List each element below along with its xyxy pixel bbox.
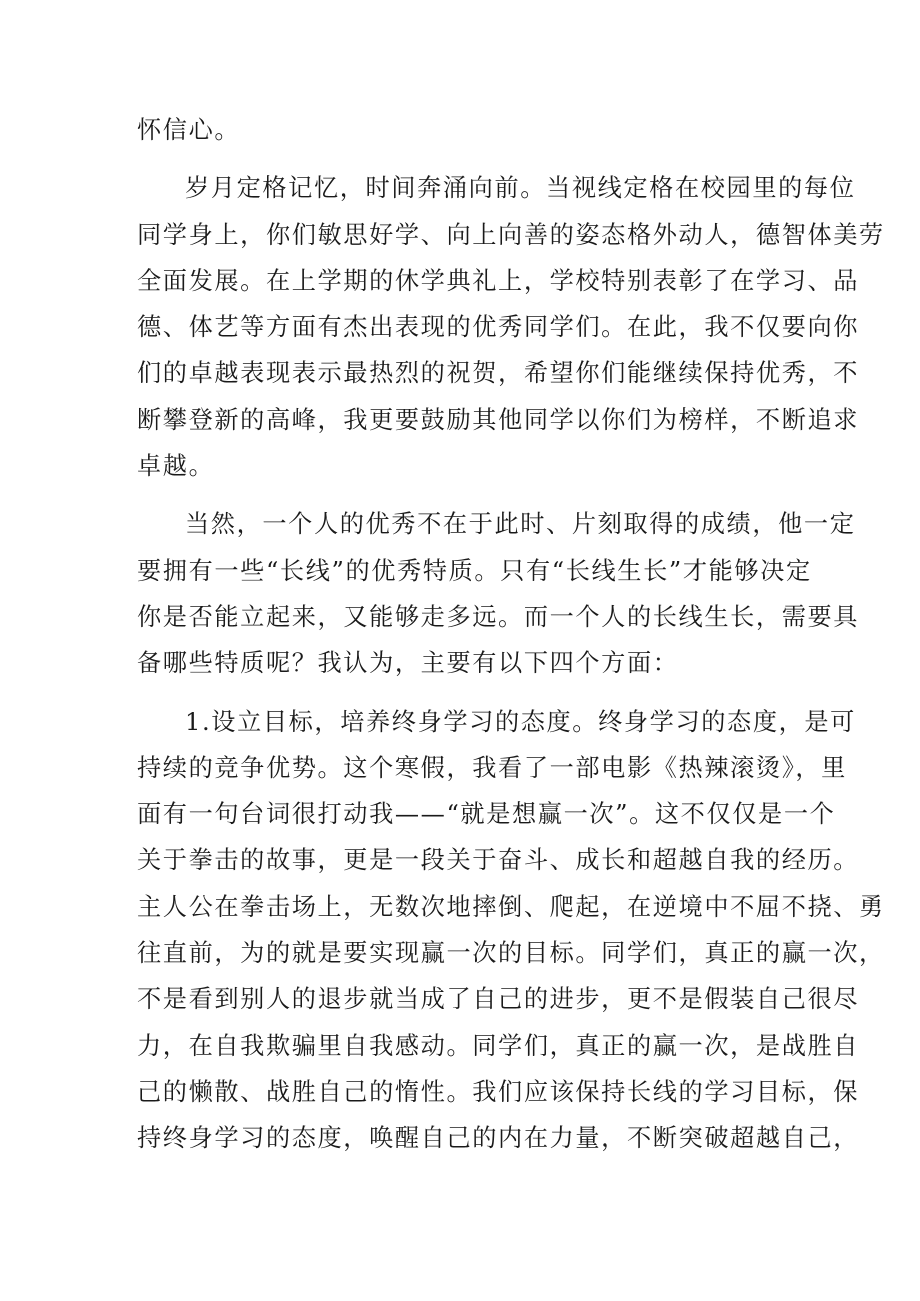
text-line: 德、体艺等方面有杰出表现的优秀同学们。在此，我不仅要向你 [137,313,860,342]
text-line: 1.设立目标，培养终身学习的态度。终身学习的态度，是可 [185,707,856,736]
text-line: 断攀登新的高峰，我更要鼓励其他同学以你们为榜样，不断追求 [137,405,860,434]
text-line: 们的卓越表现表示最热烈的祝贺，希望你们能继续保持优秀，不 [137,359,860,388]
paragraph-2 [137,165,885,489]
paragraph-3 [137,501,860,686]
text-line: 当然，一个人的优秀不在于此时、片刻取得的成绩，他一定 [185,510,856,539]
text-line: 往直前，为的就是要实现赢一次的目标。同学们，真正的赢一次， [137,939,885,968]
body-text [137,107,885,1162]
text-line: 持续的竞争优势。这个寒假，我看了一部电影《热辣滚烫》，里 [137,753,847,782]
text-line: 全面发展。在上学期的休学典礼上，学校特别表彰了在学习、品 [137,266,860,295]
paragraph-1 [137,107,788,153]
text-line: 面有一句台词很打动我——“就是想赢一次”。这不仅仅是一个 [137,800,836,829]
text-line: 关于拳击的故事，更是一段关于奋斗、成长和超越自我的经历。 [137,846,860,875]
text-line: 要拥有一些“长线”的优秀特质。只有“长线生长”才能够决定 [137,556,812,585]
paragraph-gap [137,153,788,165]
text-line: 持终身学习的态度，唤醒自己的内在力量，不断突破超越自己， [137,1124,860,1153]
text-line: 你是否能立起来，又能够走多远。而一个人的长线生长，需要具 [137,602,860,631]
text-line: 主人公在拳击场上，无数次地摔倒、爬起，在逆境中不屈不挠、勇 [137,892,885,921]
text-line: 不是看到别人的退步就当成了自己的进步，更不是假装自己很尽 [137,985,860,1014]
text-line: 同学身上，你们敏思好学、向上向善的姿态格外动人，德智体美劳 [137,220,885,249]
paragraph-gap [137,489,788,501]
paragraph-gap [137,687,788,699]
text-line: 己的懒散、战胜自己的惰性。我们应该保持长线的学习目标，保 [137,1077,860,1106]
text-line: 岁月定格记忆，时间奔涌向前。当视线定格在校园里的每位 [185,174,856,203]
text-line: 备哪些特质呢？我认为，主要有以下四个方面： [137,649,679,678]
text-line: 怀信心。 [137,116,241,144]
text-line: 卓越。 [137,452,215,481]
paragraph-4 [137,699,885,1162]
text-line: 力，在自我欺骗里自我感动。同学们，真正的赢一次，是战胜自 [137,1031,860,1060]
